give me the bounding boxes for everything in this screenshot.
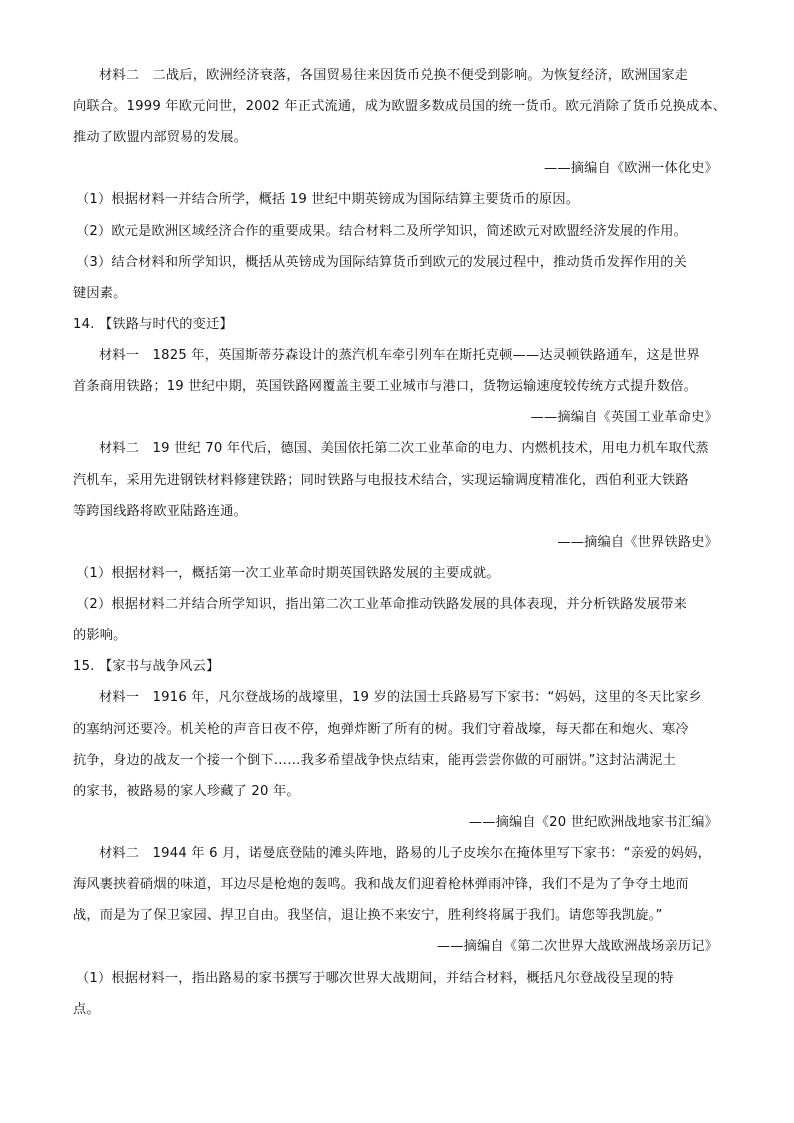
- section-15-question-1-line-2: 点。: [73, 1002, 100, 1017]
- section-15-material-1-line-2: 的塞纳河还要冷。机关枪的声音日夜不停，炮弹炸断了所有的树。我们守着战壕，每天都在和炮火、寒冷: [73, 722, 689, 737]
- section-14-question-2-line-1: （2）根据材料二并结合所学知识，指出第二次工业革命推动铁路发展的具体表现，并分析铁路发展带来: [76, 597, 688, 612]
- section-14-material-1-line-1: 材料一 1825 年，英国斯蒂芬森设计的蒸汽机车牵引列车在斯托克顿——达灵顿铁路通车，这是世界: [99, 348, 701, 363]
- section-14-material-2-line-3: 等跨国线路将欧亚陆路连通。: [73, 504, 248, 519]
- question-3-line-2: 键因素。: [73, 286, 127, 301]
- source-citation: ——摘编自《20 世纪欧洲战地家书汇编》: [468, 815, 718, 830]
- section-15-material-1-line-4: 的家书，被路易的家人珍藏了 20 年。: [73, 784, 300, 799]
- question-3-line-1: （3）结合材料和所学知识，概括从英镑成为国际结算货币到欧元的发展过程中，推动货币发挥作用的关: [76, 255, 688, 270]
- section-15-material-2-line-3: 战，而是为了保卫家园、捍卫自由。我坚信，退让换不来安宁，胜利终将属于我们。请您等我凯旋。”: [73, 908, 663, 923]
- section-14-material-1-line-2: 首条商用铁路；19 世纪中期，英国铁路网覆盖主要工业城市与港口，货物运输速度较传统方式提升数倍。: [73, 379, 698, 394]
- material-2-line-3: 推动了欧盟内部贸易的发展。: [73, 130, 248, 145]
- section-14-material-2-line-1: 材料二 19 世纪 70 年代后，德国、美国依托第二次工业革命的电力、内燃机技术，用电力机车取代蒸: [99, 441, 709, 456]
- section-14-heading: 14. 【铁路与时代的变迁】: [73, 317, 233, 332]
- question-1: （1）根据材料一并结合所学，概括 19 世纪中期英镑成为国际结算主要货币的原因。: [76, 192, 580, 207]
- source-citation: ——摘编自《英国工业革命史》: [530, 410, 718, 425]
- section-14-question-1: （1）根据材料一，概括第一次工业革命时期英国铁路发展的主要成就。: [76, 566, 500, 581]
- section-15-material-2-line-1: 材料二 1944 年 6 月，诺曼底登陆的滩头阵地，路易的儿子皮埃尔在掩体里写下家书：“亲爱的妈妈，: [99, 846, 712, 861]
- material-2-line-1: 材料二 二战后，欧洲经济衰落，各国贸易往来因货币兑换不便受到影响。为恢复经济，欧洲国家走: [99, 68, 689, 83]
- section-14-material-2-line-2: 汽机车，采用先进钢铁材料修建铁路；同时铁路与电报技术结合，实现运输调度精准化，西伯利亚大铁路: [73, 473, 689, 488]
- question-2: （2）欧元是欧洲区域经济合作的重要成果。结合材料二及所学知识，简述欧元对欧盟经济发展的作用。: [76, 224, 688, 239]
- source-citation: ——摘编自《世界铁路史》: [557, 535, 718, 550]
- section-15-heading: 15. 【家书与战争风云】: [73, 659, 220, 674]
- section-15-material-1-line-1: 材料一 1916 年，凡尔登战场的战壕里，19 岁的法国士兵路易写下家书：“妈妈，这里的冬天比家乡: [99, 690, 702, 705]
- section-15-material-1-line-3: 抗争，身边的战友一个接一个倒下……我多希望战争快点结束，能再尝尝你做的可丽饼。”这封沾满泥土: [73, 753, 676, 768]
- source-citation: ——摘编自《第二次世界大战欧洲战场亲历记》: [436, 939, 718, 954]
- material-2-line-2: 向联合。1999 年欧元问世，2002 年正式流通，成为欧盟多数成员国的统一货币。欧元消除了货币兑换成本、: [73, 99, 727, 114]
- section-15-material-2-line-2: 海风裹挟着硝烟的味道，耳边尽是枪炮的轰鸣。我和战友们迎着枪林弹雨冲锋，我们不是为了争夺土地而: [73, 877, 689, 892]
- section-14-question-2-line-2: 的影响。: [73, 628, 127, 643]
- source-citation: ——摘编自《欧洲一体化史》: [543, 161, 718, 176]
- section-15-question-1-line-1: （1）根据材料一，指出路易的家书撰写于哪次世界大战期间，并结合材料，概括凡尔登战役呈现的特: [76, 971, 674, 986]
